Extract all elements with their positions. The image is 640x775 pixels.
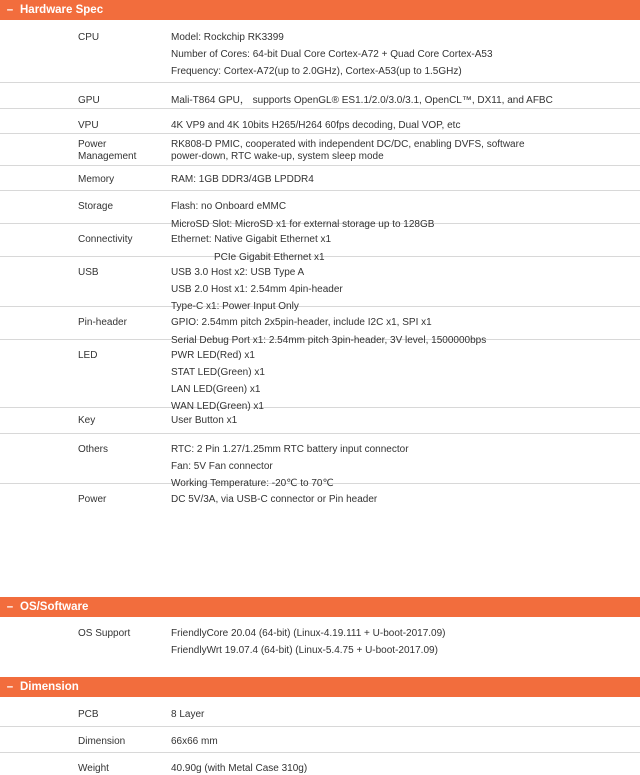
spec-value: Serial Debug Port x1: 2.54mm pitch 3pin-header, 3V level, 1500000bps [171,335,487,346]
spec-row-power-management [0,134,640,166]
spec-row-memory [0,166,640,191]
collapse-dash-icon[interactable]: – [6,681,14,693]
spec-values [171,32,640,82]
spec-label: Memory [78,174,115,185]
os-software-section [0,597,640,674]
section-header-dimension[interactable] [0,677,640,697]
spec-value: 8 Layer [171,709,205,720]
spec-label: LED [78,350,98,361]
spec-label: Weight [78,763,109,774]
spec-value: RAM: 1GB DDR3/4GB LPDDR4 [171,174,314,185]
spec-row-cpu [0,20,640,83]
spec-value: 66x66 mm [171,736,218,747]
spec-value: DC 5V/3A, via USB-C connector or Pin header [171,494,378,505]
spec-value: Mali-T864 GPU， supports OpenGL® ES1.1/2.0/3.0/3.1, OpenCL™, DX11, and AFBC [171,95,553,106]
spec-value: Ethernet: Native Gigabit Ethernet x1 [171,234,332,245]
spec-label: Dimension [78,736,126,747]
spec-value: PCIe Gigabit Ethernet x1 [214,252,325,263]
section-title: Dimension [20,681,79,693]
spec-label: Connectivity [78,234,133,245]
spec-value: 4K VP9 and 4K 10bits H265/H264 60fps decoding, Dual VOP, etc [171,120,461,131]
collapse-dash-icon[interactable]: – [6,4,14,16]
spec-value: User Button x1 [171,415,238,426]
spec-value: RK808-D PMIC, cooperated with independent DC/DC, enabling DVFS, software power-down, RTC wake-up, system sleep mode [171,139,525,162]
spec-value: Frequency: Cortex-A72(up to 2.0GHz), Cortex-A53(up to 1.5GHz) [171,66,462,77]
section-header-hardware-spec[interactable] [0,0,640,20]
spec-value: Fan: 5V Fan connector [171,461,273,472]
spec-row-vpu [0,109,640,134]
spec-value: WAN LED(Green) x1 [171,401,264,412]
spec-table [0,20,640,509]
section-title: OS/Software [20,601,89,613]
spec-row-os-support [0,617,640,674]
section-title: Hardware Spec [20,4,104,16]
spec-label: GPU [78,95,100,106]
spec-value: FriendlyWrt 19.07.4 (64-bit) (Linux-5.4.75 + U-boot-2017.09) [171,645,438,656]
spec-label: Pin-header [78,317,127,328]
spec-value: Type-C x1: Power Input Only [171,301,299,312]
collapse-dash-icon[interactable]: – [6,601,14,613]
spec-label: OS Support [78,628,131,639]
spec-value: USB 2.0 Host x1: 2.54mm 4pin-header [171,284,343,295]
spec-label: Power [78,494,107,505]
spec-label: VPU [78,120,99,131]
spec-label: USB [78,267,99,278]
section-header-os-software[interactable] [0,597,640,617]
spec-row-weight [0,753,640,773]
spec-row-pcb [0,697,640,727]
spec-value: Working Temperature: -20℃ to 70℃ [171,478,334,489]
spec-label: PCB [78,709,99,720]
spec-value: Model: Rockchip RK3399 [171,32,284,43]
spec-row-dimension [0,727,640,753]
spec-label: Power Management [78,139,137,162]
spec-label: Others [78,444,109,455]
spec-row-usb [0,257,640,312]
spec-value: STAT LED(Green) x1 [171,367,265,378]
spec-value: Flash: no Onboard eMMC [171,201,287,212]
spec-value: FriendlyCore 20.04 (64-bit) (Linux-4.19.111 + U-boot-2017.09) [171,628,446,639]
spec-value: LAN LED(Green) x1 [171,384,261,395]
spec-label: CPU [78,32,100,43]
spec-value: PWR LED(Red) x1 [171,350,255,361]
spec-row-gpu [0,83,640,109]
spec-value: RTC: 2 Pin 1.27/1.25mm RTC battery input connector [171,444,409,455]
spec-row-led [0,340,640,412]
spec-value: GPIO: 2.54mm pitch 2x5pin-header, include I2C x1, SPI x1 [171,317,432,328]
spec-value: 40.90g (with Metal Case 310g) [171,763,308,774]
spec-value: Number of Cores: 64-bit Dual Core Cortex-A72 + Quad Core Cortex-A53 [171,49,493,60]
spec-label: Storage [78,201,114,212]
dimension-section [0,677,640,773]
spec-label: Key [78,415,96,426]
spec-row-others [0,434,640,489]
spec-value: USB 3.0 Host x2: USB Type A [171,267,305,278]
spec-row-storage [0,191,640,230]
spec-value: MicroSD Slot: MicroSD x1 for external storage up to 128GB [171,219,435,230]
